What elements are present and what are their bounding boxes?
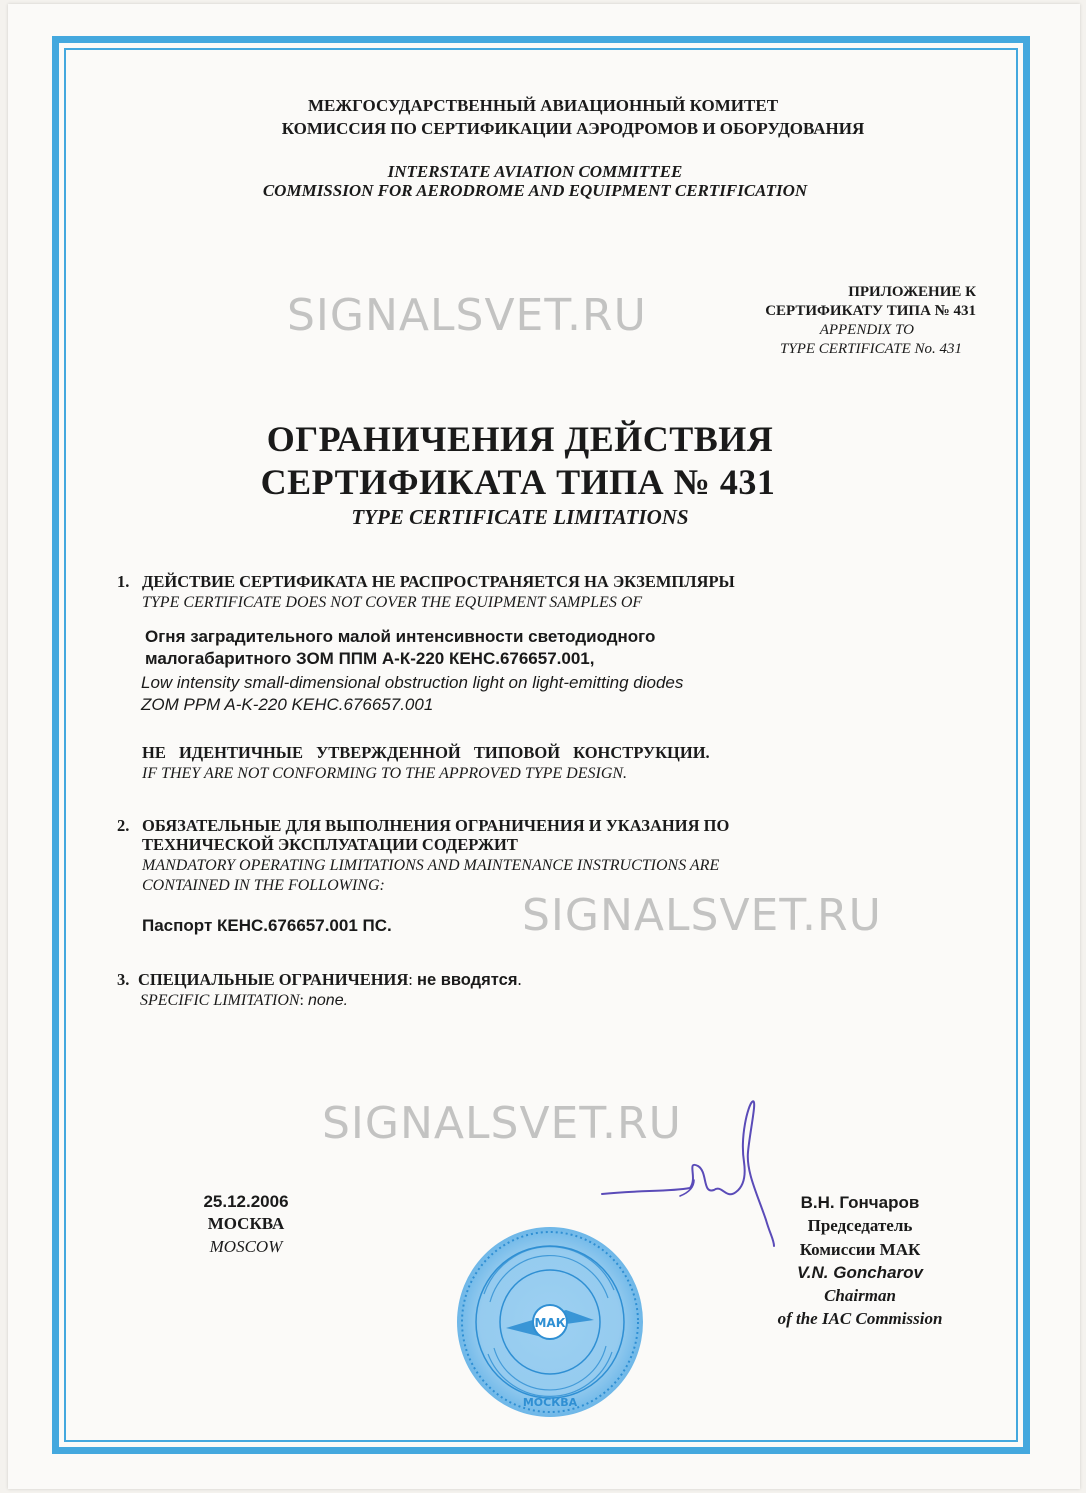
section3-number: 3. bbox=[117, 970, 130, 989]
not-identical-ru: НЕ ИДЕНТИЧНЫЕ УТВЕРЖДЕННОЙ ТИПОВОЙ КОНСТРУКЦИИ. bbox=[142, 743, 710, 762]
section2-number: 2. bbox=[117, 816, 130, 835]
watermark-3: SIGNALSVET.RU bbox=[322, 1098, 682, 1149]
seal-city: МОСКВА bbox=[522, 1396, 578, 1409]
section3-ru: СПЕЦИАЛЬНЫЕ ОГРАНИЧЕНИЯ: не вводятся. bbox=[138, 970, 522, 989]
footer-date: 25.12.2006 bbox=[203, 1192, 289, 1211]
title-en: TYPE CERTIFICATE LIMITATIONS bbox=[351, 505, 689, 529]
appendix-ru-line1: ПРИЛОЖЕНИЕ К bbox=[848, 284, 976, 300]
position-en-line2: of the IAC Commission bbox=[777, 1309, 943, 1328]
section2-document: Паспорт КЕНС.676657.001 ПС. bbox=[142, 916, 392, 935]
header-en-line1: INTERSTATE AVIATION COMMITTEE bbox=[387, 162, 683, 181]
appendix-en-line2: TYPE CERTIFICATE No. 431 bbox=[780, 341, 962, 357]
product-en-line2: ZOM PPM A-K-220 KEHC.676657.001 bbox=[141, 695, 434, 714]
title-line1: ОГРАНИЧЕНИЯ ДЕЙСТВИЯ bbox=[266, 419, 774, 459]
section1-en: TYPE CERTIFICATE DOES NOT COVER THE EQUIPMENT SAMPLES OF bbox=[142, 594, 643, 611]
section3-en: SPECIFIC LIMITATION: none. bbox=[140, 992, 349, 1009]
product-ru-line1: Огня заградительного малой интенсивности светодиодного bbox=[145, 627, 656, 646]
footer-city-ru: МОСКВА bbox=[207, 1214, 285, 1233]
watermark-2: SIGNALSVET.RU bbox=[522, 890, 882, 941]
watermark-1: SIGNALSVET.RU bbox=[287, 290, 647, 341]
seal-abbr: МАК bbox=[534, 1316, 566, 1330]
section2-en-line2: CONTAINED IN THE FOLLOWING: bbox=[142, 877, 385, 894]
footer-city-en: MOSCOW bbox=[209, 1237, 283, 1256]
position-en-line1: Chairman bbox=[824, 1286, 896, 1305]
header-ru-line1: МЕЖГОСУДАРСТВЕННЫЙ АВИАЦИОННЫЙ КОМИТЕТ bbox=[307, 96, 779, 115]
position-ru-line1: Председатель bbox=[807, 1216, 913, 1235]
not-identical-en: IF THEY ARE NOT CONFORMING TO THE APPROVED TYPE DESIGN. bbox=[142, 765, 628, 782]
title-line2: СЕРТИФИКАТА ТИПА № 431 bbox=[260, 462, 776, 502]
section2-ru-line1: ОБЯЗАТЕЛЬНЫЕ ДЛЯ ВЫПОЛНЕНИЯ ОГРАНИЧЕНИЯ И УКАЗАНИЯ ПО bbox=[142, 816, 730, 835]
signer-en: V.N. Goncharov bbox=[797, 1263, 923, 1282]
header-ru-line2: КОМИССИЯ ПО СЕРТИФИКАЦИИ АЭРОДРОМОВ И ОБОРУДОВАНИЯ bbox=[281, 119, 865, 138]
appendix-en-line1: APPENDIX TO bbox=[819, 322, 914, 338]
section3-en-label: SPECIFIC LIMITATION bbox=[140, 992, 300, 1009]
section3-en-value: none. bbox=[308, 992, 349, 1009]
section2-ru-line2: ТЕХНИЧЕСКОЙ ЭКСПЛУАТАЦИИ СОДЕРЖИТ bbox=[142, 835, 518, 854]
product-en-line1: Low intensity small-dimensional obstruction light on light-emitting diodes bbox=[141, 673, 684, 692]
position-ru-line2: Комиссии МАК bbox=[799, 1240, 921, 1259]
section3-ru-value: не вводятся bbox=[417, 971, 518, 989]
signer-ru: В.Н. Гончаров bbox=[800, 1193, 920, 1212]
section2-en-line1: MANDATORY OPERATING LIMITATIONS AND MAINTENANCE INSTRUCTIONS ARE bbox=[142, 857, 720, 874]
header-en-line2: COMMISSION FOR AERODROME AND EQUIPMENT CERTIFICATION bbox=[262, 181, 808, 200]
appendix-ru-line2: СЕРТИФИКАТУ ТИПА № 431 bbox=[765, 303, 976, 319]
section3-ru-label: СПЕЦИАЛЬНЫЕ ОГРАНИЧЕНИЯ bbox=[138, 970, 409, 989]
section1-ru: ДЕЙСТВИЕ СЕРТИФИКАТА НЕ РАСПРОСТРАНЯЕТСЯ НА ЭКЗЕМПЛЯРЫ bbox=[142, 572, 735, 591]
product-ru-line2: малогабаритного ЗОМ ППМ А-К-220 КЕНС.676657.001, bbox=[145, 649, 595, 668]
section1-number: 1. bbox=[117, 572, 130, 591]
